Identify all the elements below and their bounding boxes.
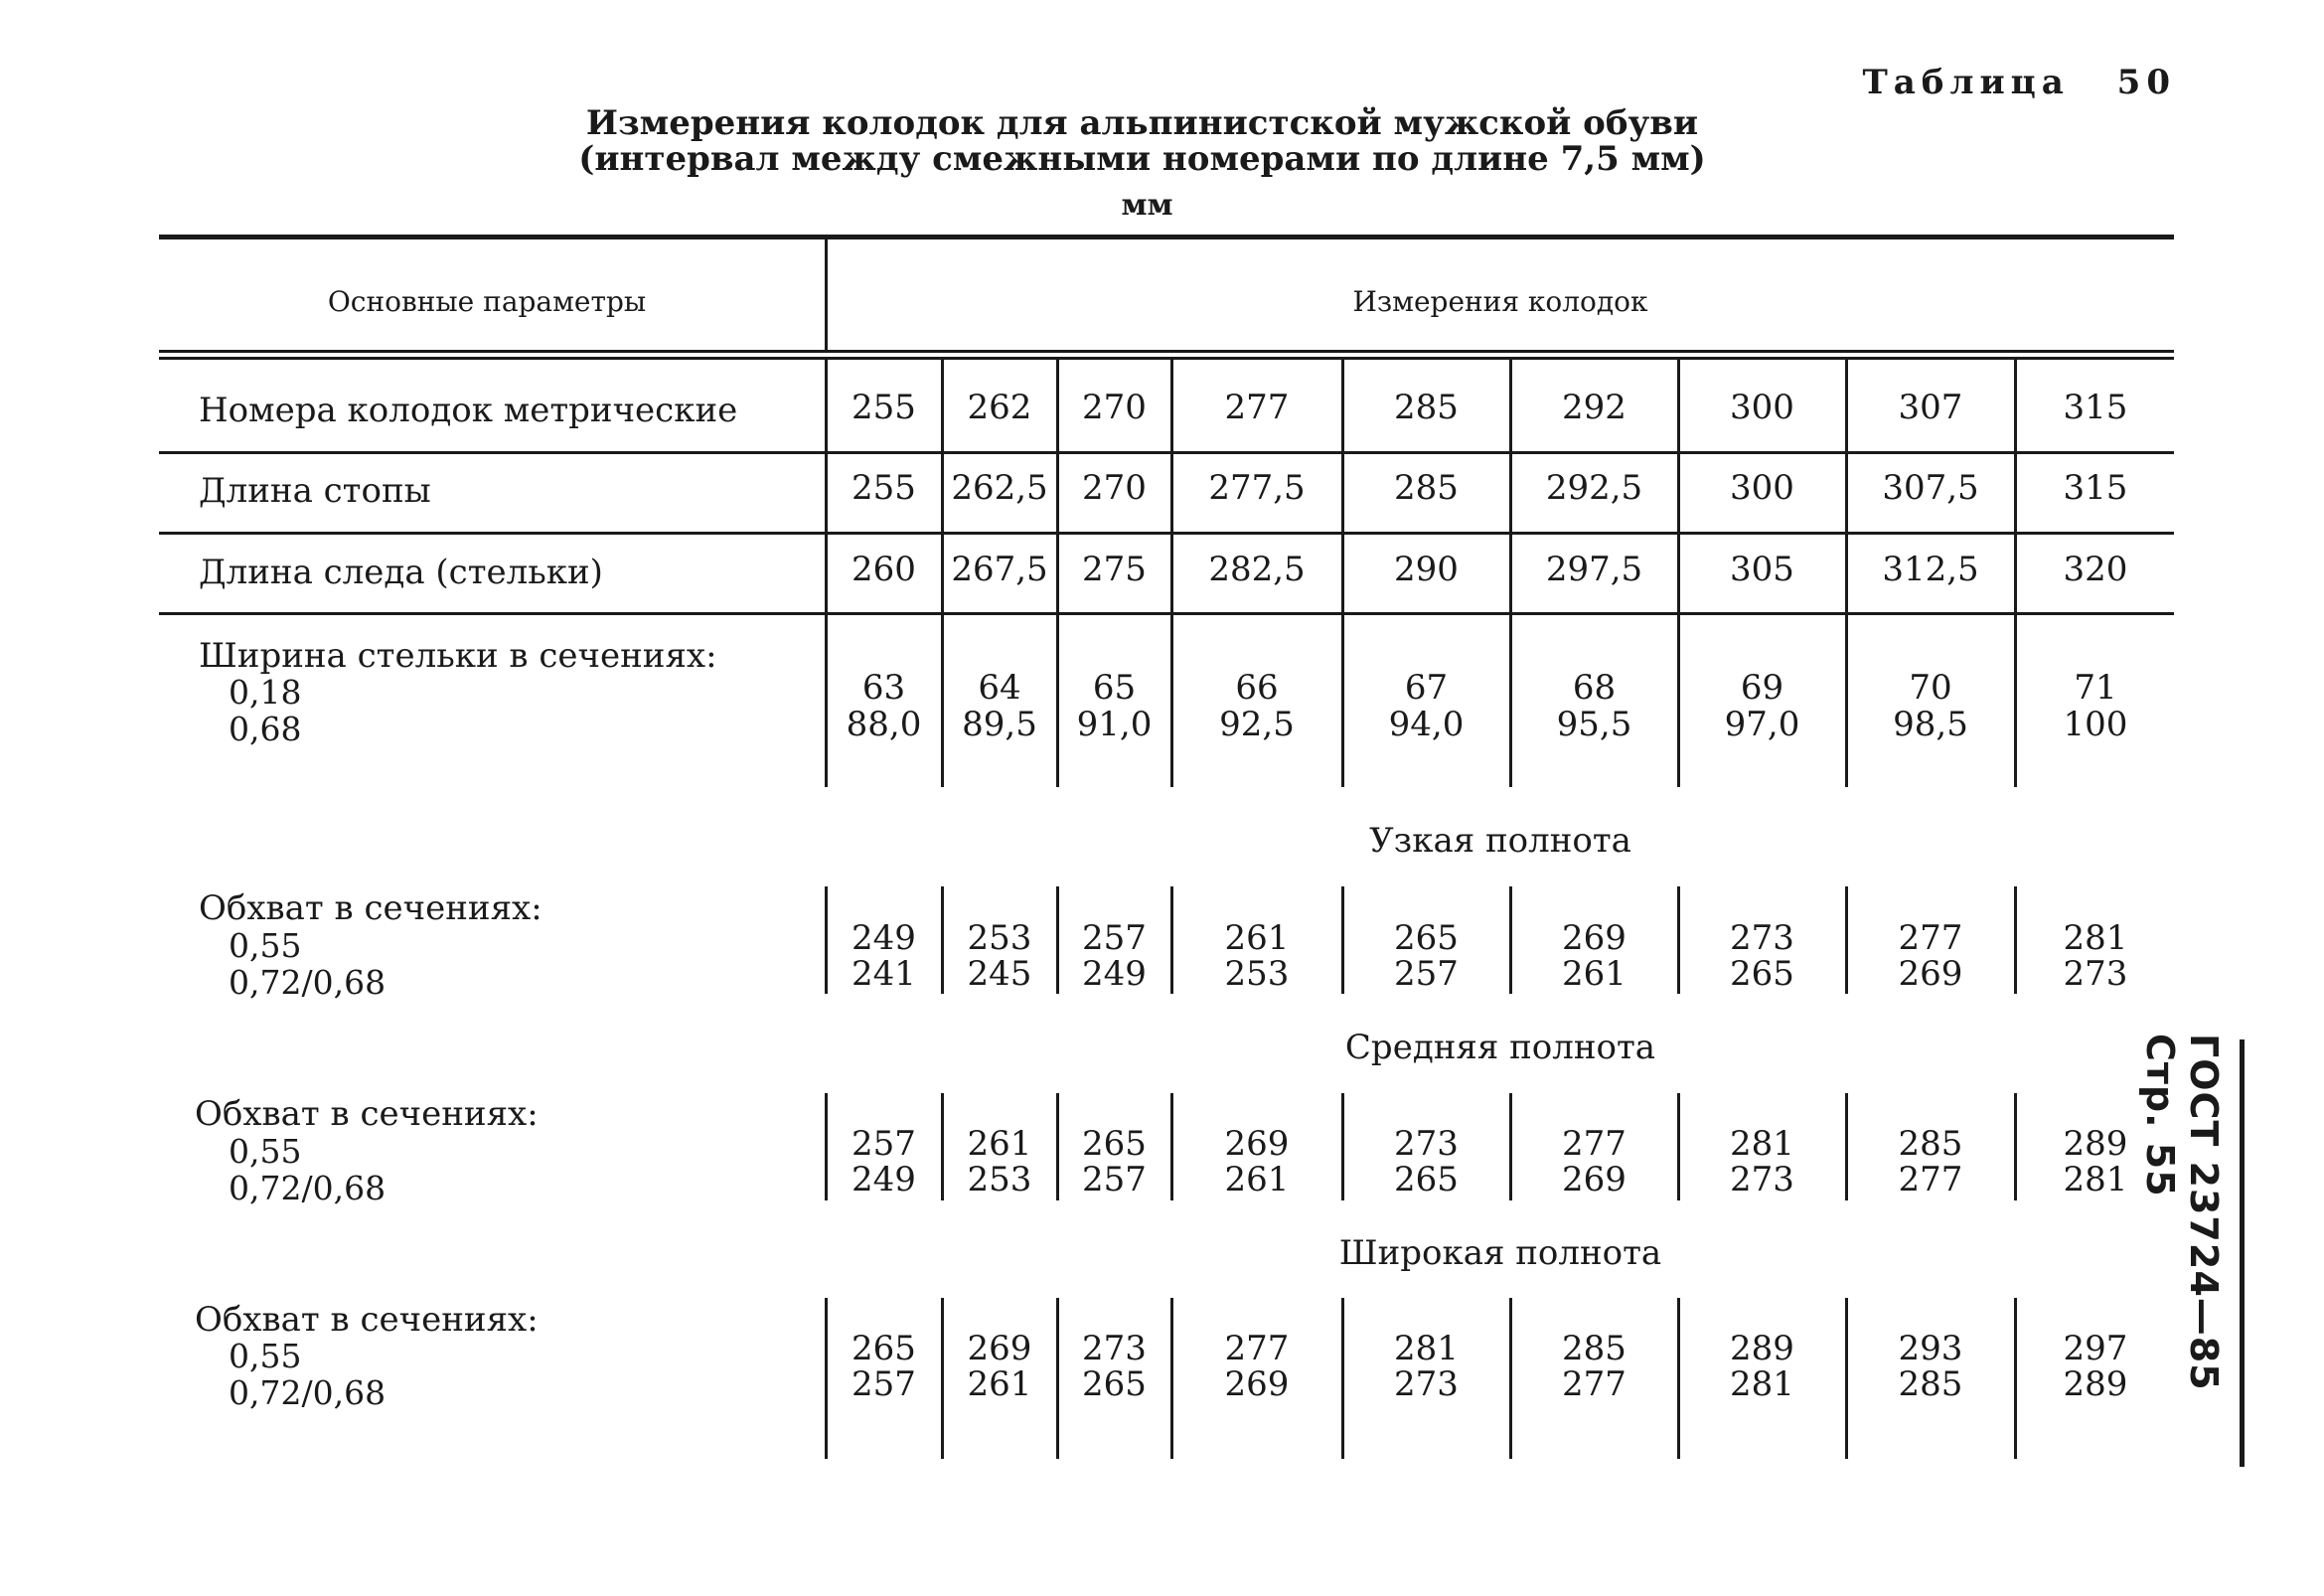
header-params: Основные параметры (327, 285, 647, 318)
table-cell: 63 (861, 668, 906, 708)
table-cell: 320 (2063, 550, 2128, 589)
table-cell: 273 (2063, 954, 2128, 994)
row-label-girth: Обхват в сечениях: (199, 888, 542, 928)
table-label-text: Таблица (1862, 63, 2070, 102)
table-cell: 297,5 (1545, 550, 1643, 589)
section-label: 0,55 (229, 926, 302, 965)
table-cell: 253 (967, 918, 1032, 958)
table-cell: 292 (1562, 388, 1627, 427)
table-cell: 88,0 (846, 705, 922, 744)
table-cell: 285 (1394, 388, 1459, 427)
table-cell: 282,5 (1208, 550, 1306, 589)
table-cell: 277 (1898, 918, 1963, 958)
table-cell: 277 (1224, 1329, 1290, 1368)
table-cell: 253 (1224, 954, 1290, 994)
table-cell: 249 (1082, 954, 1147, 994)
table-cell: 269 (1562, 918, 1627, 958)
table-cell: 305 (1730, 550, 1794, 589)
row-label-insole-width: Ширина стельки в сечениях: (199, 636, 717, 676)
table-cell: 269 (1224, 1364, 1290, 1404)
row-label-girth: Обхват в сечениях: (195, 1094, 539, 1134)
table-cell: 315 (2063, 388, 2128, 427)
table-cell: 67 (1404, 668, 1449, 708)
table-cell: 285 (1394, 468, 1459, 508)
table-cell: 71 (2074, 668, 2117, 708)
table-cell: 69 (1740, 668, 1784, 708)
table-cell: 285 (1898, 1124, 1963, 1164)
table-cell: 261 (1224, 918, 1290, 958)
table-cell: 269 (1898, 954, 1963, 994)
header-rule-2 (159, 357, 2174, 360)
table-cell: 65 (1092, 668, 1137, 708)
row-label-last-numbers: Номера колодок метрические (199, 391, 738, 430)
table-cell: 269 (1224, 1124, 1290, 1164)
table-cell: 297 (2063, 1329, 2128, 1368)
table-cell: 89,5 (962, 705, 1037, 744)
table-cell: 269 (1562, 1160, 1627, 1199)
table-number: 50 (2116, 63, 2176, 102)
table-cell: 293 (1898, 1329, 1963, 1368)
table-cell: 281 (1394, 1329, 1459, 1368)
table-cell: 307 (1898, 388, 1963, 427)
table-cell: 281 (1730, 1124, 1794, 1164)
table-cell: 255 (852, 388, 916, 427)
table-cell: 265 (1394, 918, 1459, 958)
table-cell: 255 (852, 468, 916, 508)
row-label-girth: Обхват в сечениях: (195, 1300, 539, 1340)
table-cell: 270 (1082, 468, 1147, 508)
table-cell: 257 (852, 1364, 916, 1404)
table-cell: 277 (1224, 388, 1290, 427)
table-cell: 249 (852, 918, 916, 958)
table-cell: 265 (1730, 954, 1794, 994)
table-cell: 241 (852, 954, 916, 994)
table-cell: 300 (1730, 468, 1794, 508)
table-cell: 261 (967, 1364, 1032, 1404)
table-cell: 312,5 (1882, 550, 1979, 589)
row-rule-3 (159, 612, 2174, 615)
row-label-foot-length: Длина стопы (199, 471, 431, 511)
top-rule (159, 235, 2174, 239)
table-cell: 269 (967, 1329, 1032, 1368)
table-cell: 273 (1082, 1329, 1147, 1368)
table-cell: 289 (2063, 1364, 2128, 1404)
table-cell: 66 (1235, 668, 1279, 708)
table-cell: 277 (1562, 1124, 1627, 1164)
table-cell: 267,5 (951, 550, 1048, 589)
table-cell: 275 (1082, 550, 1147, 589)
table-cell: 285 (1562, 1329, 1627, 1368)
table-cell: 307,5 (1882, 468, 1979, 508)
table-cell: 249 (852, 1160, 916, 1199)
table-cell: 265 (852, 1329, 916, 1368)
side-rule (2240, 1039, 2245, 1467)
table-cell: 273 (1394, 1124, 1459, 1164)
table-cell: 270 (1082, 388, 1147, 427)
table-cell: 281 (2063, 918, 2128, 958)
unit-label: мм (1121, 188, 1173, 223)
table-cell: 289 (2063, 1124, 2128, 1164)
table-cell: 257 (1394, 954, 1459, 994)
table-cell: 70 (1909, 668, 1952, 708)
table-cell: 97,0 (1724, 705, 1800, 744)
side-standard-label: ГОСТ 23724—85 Стр. 55 (2138, 1034, 2226, 1391)
table-cell: 245 (967, 954, 1032, 994)
table-cell: 265 (1082, 1364, 1147, 1404)
table-cell: 257 (852, 1124, 916, 1164)
table-cell: 91,0 (1076, 705, 1153, 744)
row-rule-2 (159, 532, 2174, 535)
row-label-insole-length: Длина следа (стельки) (199, 553, 603, 592)
table-cell: 277 (1562, 1364, 1627, 1404)
table-title-line2: (интервал между смежными номерами по длине 7,5 мм) (578, 139, 1706, 179)
table-cell: 273 (1394, 1364, 1459, 1404)
table-cell: 98,5 (1893, 705, 1968, 744)
table-cell: 292,5 (1545, 468, 1643, 508)
table-cell: 281 (1730, 1364, 1794, 1404)
table-cell: 94,0 (1388, 705, 1465, 744)
header-rule-1 (159, 350, 2174, 353)
table-cell: 95,5 (1556, 705, 1632, 744)
table-cell: 257 (1082, 1160, 1147, 1199)
table-cell: 64 (978, 668, 1021, 708)
section-label: 0,68 (229, 710, 302, 748)
table-label (1862, 63, 2176, 102)
section-label: 0,18 (229, 673, 302, 712)
table-cell: 261 (1224, 1160, 1290, 1199)
table-cell: 265 (1394, 1160, 1459, 1199)
table-cell: 262,5 (951, 468, 1048, 508)
section-label: 0,55 (229, 1132, 302, 1171)
section-label: 0,72/0,68 (229, 963, 387, 1002)
table-cell: 253 (967, 1160, 1032, 1199)
table-cell: 257 (1082, 918, 1147, 958)
table-cell: 300 (1730, 388, 1794, 427)
table-cell: 260 (852, 550, 916, 589)
table-cell: 273 (1730, 1160, 1794, 1199)
table-title-line1: Измерения колодок для альпинистской мужской обуви (585, 103, 1699, 143)
table-cell: 315 (2063, 468, 2128, 508)
section-title-wide: Широкая полнота (1338, 1233, 1662, 1273)
table-cell: 277,5 (1208, 468, 1306, 508)
section-label: 0,72/0,68 (229, 1373, 387, 1412)
header-measurements: Измерения колодок (1352, 285, 1648, 318)
table-cell: 281 (2063, 1160, 2128, 1199)
table-cell: 277 (1898, 1160, 1963, 1199)
table-cell: 100 (2063, 705, 2128, 744)
table-cell: 68 (1572, 668, 1617, 708)
table-cell: 92,5 (1219, 705, 1295, 744)
table-cell: 265 (1082, 1124, 1147, 1164)
table-cell: 273 (1730, 918, 1794, 958)
section-title-medium: Средняя полнота (1344, 1028, 1656, 1067)
table-cell: 261 (1562, 954, 1627, 994)
table-cell: 289 (1730, 1329, 1794, 1368)
section-label: 0,55 (229, 1337, 302, 1375)
table-cell: 285 (1898, 1364, 1963, 1404)
table-cell: 261 (967, 1124, 1032, 1164)
table-cell: 262 (967, 388, 1032, 427)
section-label: 0,72/0,68 (229, 1169, 387, 1207)
table-cell: 290 (1394, 550, 1459, 589)
section-title-narrow: Узкая полнота (1369, 821, 1631, 861)
row-rule-1 (159, 451, 2174, 454)
